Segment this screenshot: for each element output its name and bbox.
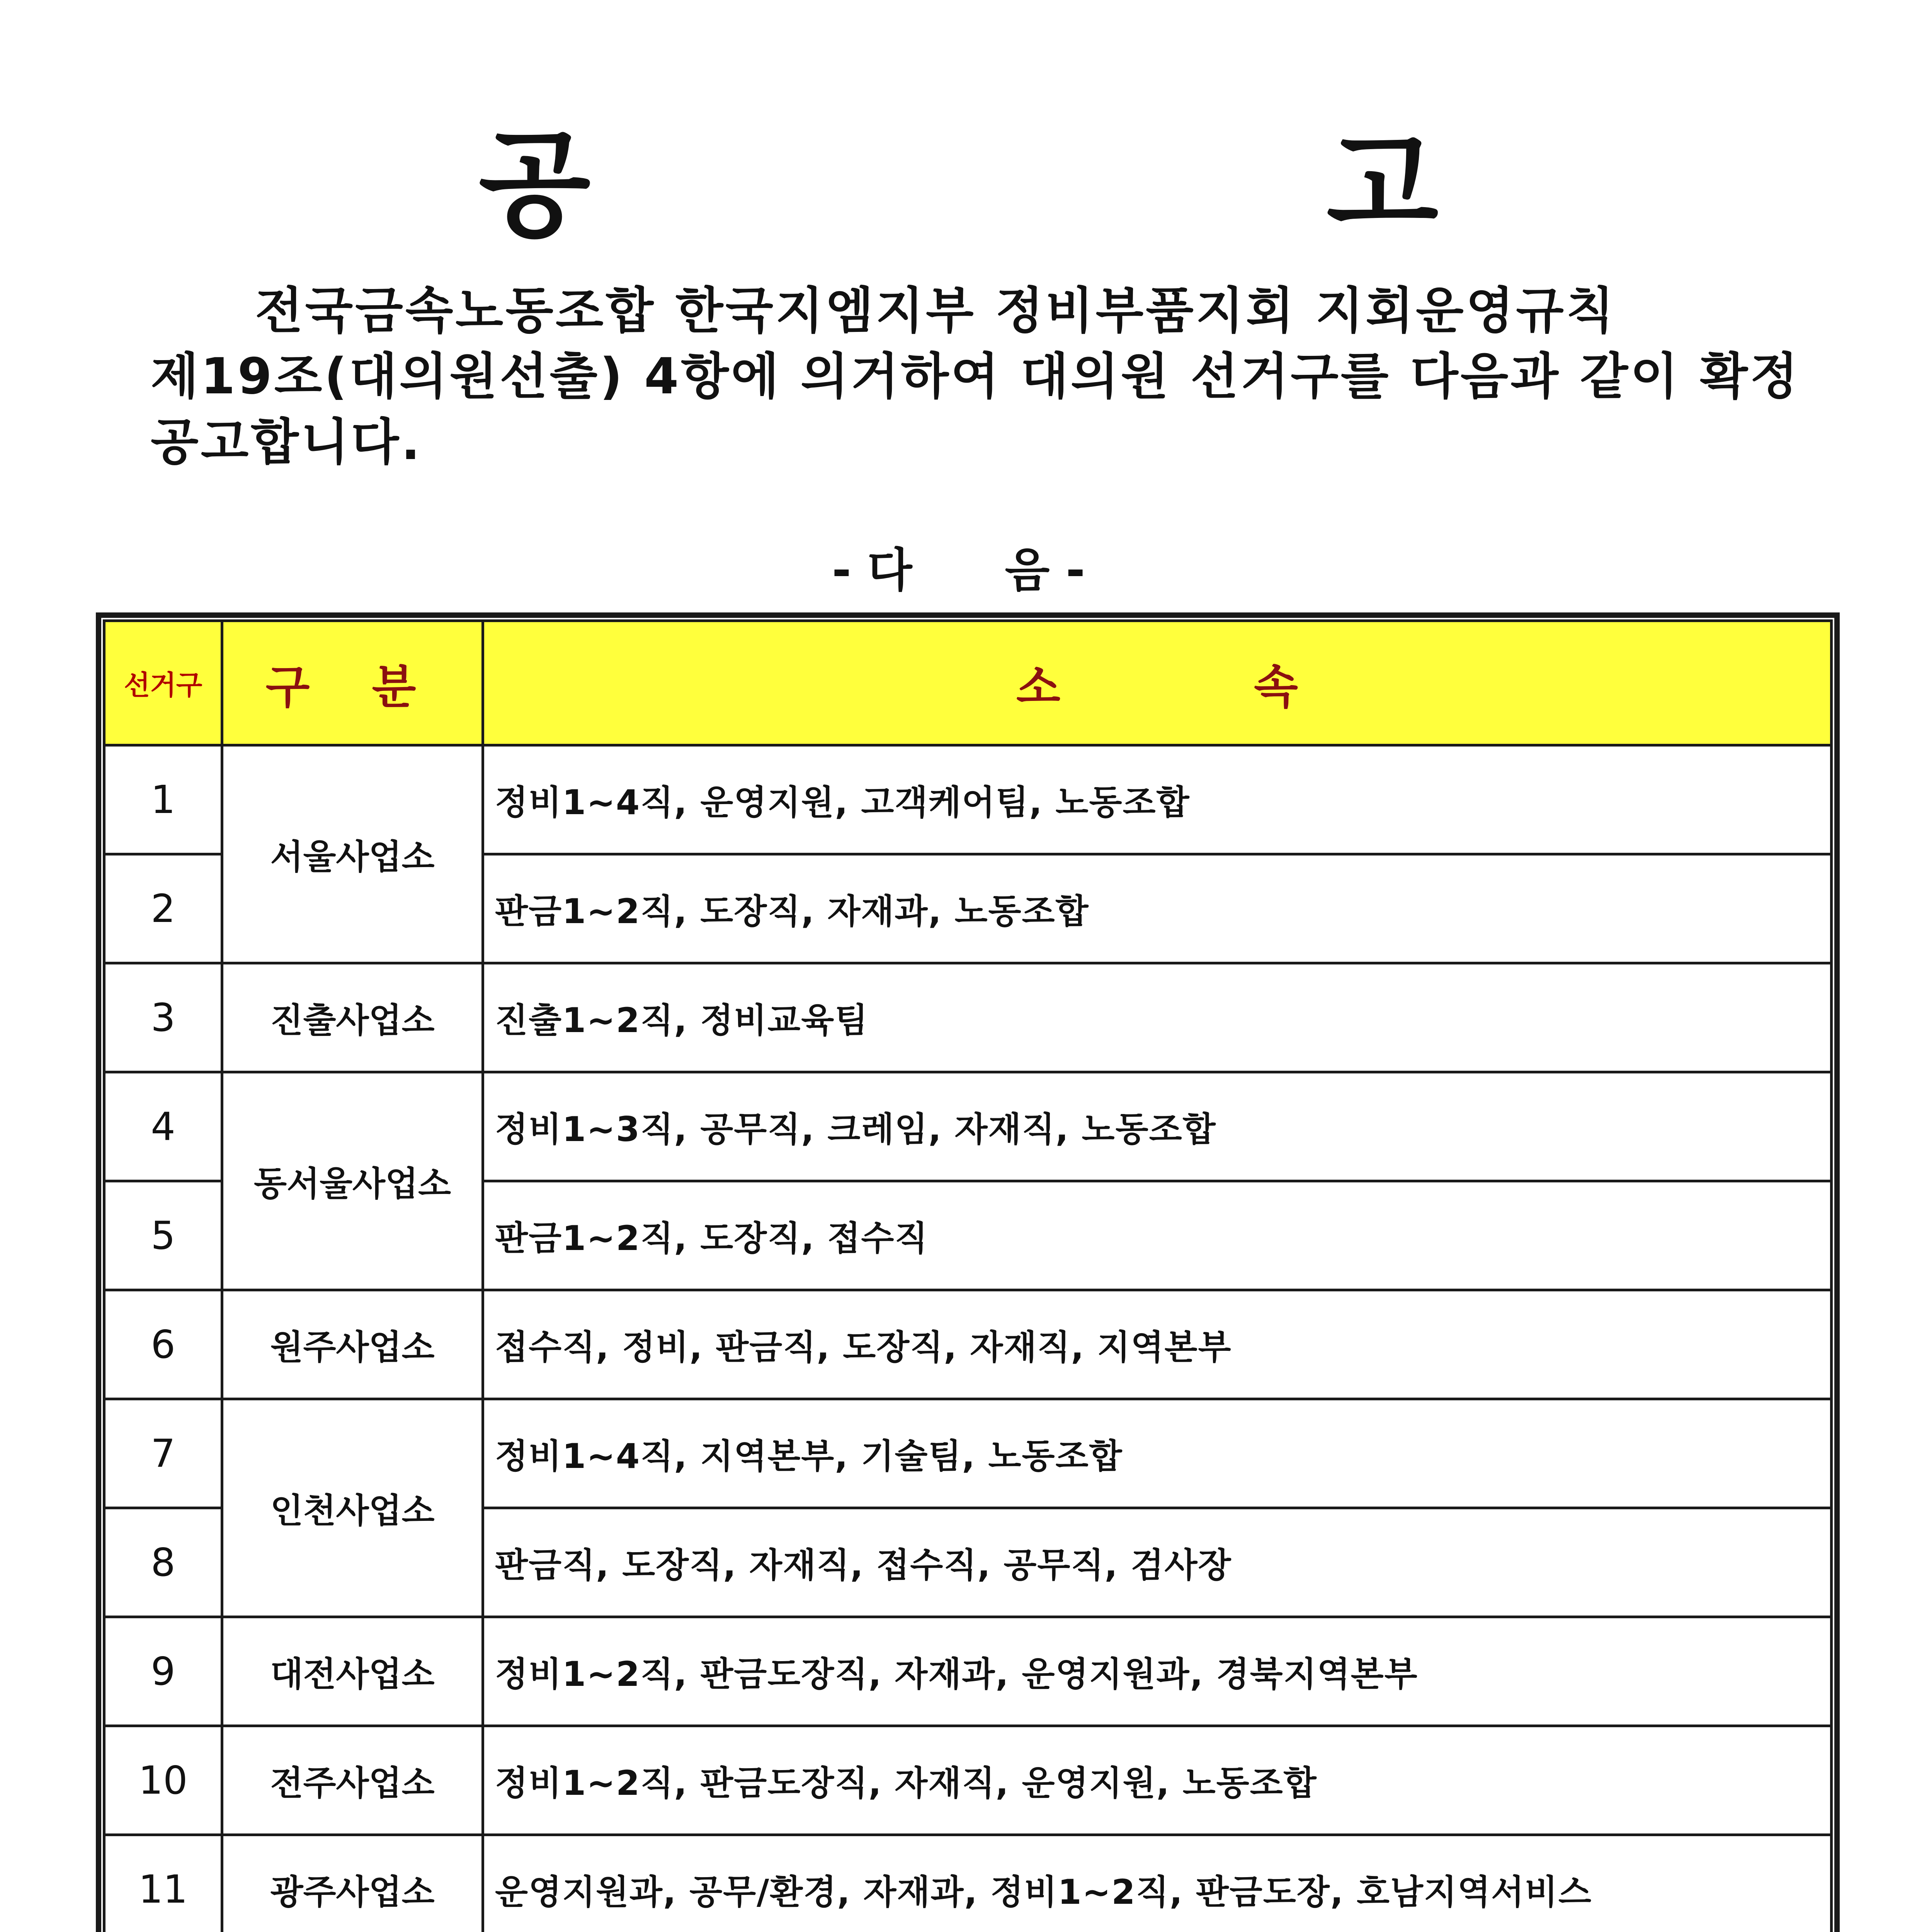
header-affiliation: 소 속 [483,621,1832,745]
affiliation-cell: 정비1~2직, 판금도장직, 자재직, 운영지원, 노동조합 [483,1726,1832,1835]
division-cell: 광주사업소 [222,1835,483,1932]
district-number: 6 [104,1290,222,1399]
table-row [104,963,1832,1072]
header-division: 구 분 [222,621,483,745]
affiliation-cell: 정비1~4직, 지역본부, 기술팀, 노동조합 [483,1399,1832,1508]
affiliation-cell: 정비1~4직, 운영지원, 고객케어팀, 노동조합 [483,745,1832,854]
district-number: 1 [104,745,222,854]
intro-line-1: 전국금속노동조합 한국지엠지부 정비부품지회 지회운영규칙 [255,282,1616,340]
section-label-right: 음 - [1005,544,1085,597]
division-cell: 서울사업소 [222,745,483,963]
table-row [104,1617,1832,1726]
division-cell: 동서울사업소 [222,1072,483,1290]
district-number: 4 [104,1072,222,1181]
table-row [104,1072,1832,1181]
district-number: 7 [104,1399,222,1508]
table-row [104,1399,1832,1508]
district-table [103,619,1833,1932]
division-cell: 전주사업소 [222,1726,483,1835]
affiliation-cell: 정비1~3직, 공무직, 크레임, 자재직, 노동조합 [483,1072,1832,1181]
section-label [0,533,1917,600]
affiliation-cell: 운영지원과, 공무/환경, 자재과, 정비1~2직, 판금도장, 호남지역서비스 [483,1835,1832,1932]
district-number: 9 [104,1617,222,1726]
district-number: 2 [104,854,222,963]
district-number: 3 [104,963,222,1072]
district-table-frame [96,612,1840,1932]
table-row [104,745,1832,854]
affiliation-cell: 판금직, 도장직, 자재직, 접수직, 공무직, 검사장 [483,1508,1832,1617]
affiliation-cell: 정비1~2직, 판금도장직, 자재과, 운영지원과, 경북지역본부 [483,1617,1832,1726]
district-number: 8 [104,1508,222,1617]
division-cell: 인천사업소 [222,1399,483,1617]
affiliation-cell: 접수직, 정비, 판금직, 도장직, 자재직, 지역본부 [483,1290,1832,1399]
table-header-row [104,621,1832,745]
affiliation-cell: 진출1~2직, 정비교육팀 [483,963,1832,1072]
table-row [104,1726,1832,1835]
district-number: 10 [104,1726,222,1835]
header-district: 선거구 [104,621,222,745]
table-row [104,1290,1832,1399]
intro-line-2: 제19조(대의원선출) 4항에 의거하여 대의원 선거구를 다음과 같이 확정 [151,348,1800,405]
affiliation-cell: 판금1~2직, 도장직, 자재과, 노동조합 [483,854,1832,963]
division-cell: 진출사업소 [222,963,483,1072]
page-title: 공 고 [478,118,1786,253]
table-row [104,1835,1832,1932]
district-number: 11 [104,1835,222,1932]
intro-paragraph [151,278,1800,475]
division-cell: 대전사업소 [222,1617,483,1726]
district-number: 5 [104,1181,222,1290]
affiliation-cell: 판금1~2직, 도장직, 접수직 [483,1181,1832,1290]
section-label-left: - 다 [832,544,912,597]
division-cell: 원주사업소 [222,1290,483,1399]
intro-line-3: 공고합니다. [151,413,422,471]
